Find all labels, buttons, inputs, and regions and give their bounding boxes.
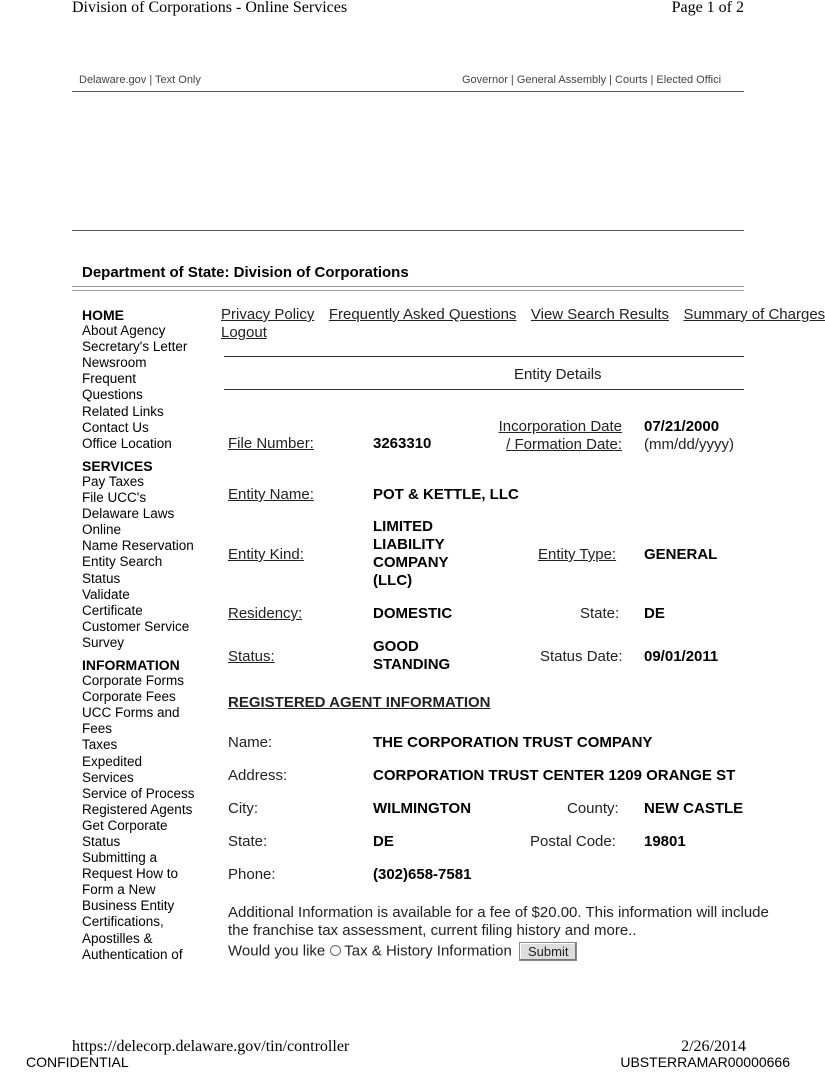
title-divider-2 bbox=[72, 290, 744, 291]
nav-view-search-results[interactable]: View Search Results bbox=[530, 306, 669, 323]
date-format-hint: (mm/dd/yyyy) bbox=[644, 436, 734, 453]
purchase-row bbox=[228, 942, 577, 961]
sidebar-section-information bbox=[82, 657, 217, 963]
sidebar-item[interactable]: Submitting a Request How to Form a New Business Entity bbox=[82, 850, 179, 914]
entity-divider-bottom bbox=[224, 389, 744, 390]
agent-address-value: CORPORATION TRUST CENTER 1209 ORANGE ST bbox=[373, 767, 736, 784]
print-header-title: Division of Corporations - Online Services bbox=[72, 0, 348, 16]
sidebar-item[interactable]: Corporate Forms bbox=[82, 673, 185, 689]
tax-history-radio[interactable] bbox=[330, 945, 341, 956]
agent-state-label: State: bbox=[228, 833, 268, 850]
status-value: GOOD STANDING bbox=[373, 638, 451, 673]
additional-info bbox=[228, 904, 769, 940]
sidebar-item[interactable]: UCC Forms and Fees bbox=[82, 705, 180, 737]
sidebar-item[interactable]: Delaware Laws Online bbox=[82, 506, 175, 538]
sidebar-item[interactable]: Registered Agents bbox=[82, 801, 193, 817]
status-date-label: Status Date: bbox=[540, 648, 623, 665]
agent-name-value: THE CORPORATION TRUST COMPANY bbox=[373, 734, 653, 751]
agent-phone-value: (302)658-7581 bbox=[373, 866, 472, 883]
submit-button[interactable]: Submit bbox=[519, 942, 577, 961]
nav-logout[interactable]: Logout bbox=[221, 324, 267, 341]
entity-details-title: Entity Details bbox=[514, 366, 602, 383]
entity-type-value: GENERAL bbox=[644, 546, 718, 563]
sidebar-item[interactable]: Pay Taxes bbox=[82, 473, 145, 489]
sidebar-item[interactable]: Frequent Questions bbox=[82, 371, 143, 403]
agent-postal-value: 19801 bbox=[644, 833, 686, 850]
sidebar-item[interactable]: Secretary's Letter bbox=[82, 339, 188, 355]
agent-city-label: City: bbox=[228, 800, 258, 817]
sidebar-item[interactable]: Contact Us bbox=[82, 419, 149, 435]
state-label: State: bbox=[580, 605, 620, 622]
sidebar-heading-home[interactable]: HOME bbox=[82, 307, 124, 323]
title-divider-1 bbox=[72, 286, 744, 287]
entity-name-label: Entity Name: bbox=[228, 486, 314, 503]
topbar-left-links[interactable]: Delaware.gov | Text Only bbox=[79, 74, 201, 86]
sidebar-item[interactable]: Get Corporate Status bbox=[82, 817, 168, 849]
entity-type-label: Entity Type: bbox=[538, 546, 617, 563]
sidebar-item[interactable]: Name Reservation bbox=[82, 538, 194, 554]
incorporation-date-label: Incorporation Date / Formation Date: bbox=[498, 418, 622, 453]
agent-phone-label: Phone: bbox=[228, 866, 276, 883]
sidebar-item[interactable]: Expedited Services bbox=[82, 753, 143, 785]
nav-faq[interactable]: Frequently Asked Questions bbox=[328, 306, 517, 323]
sidebar-item[interactable]: Related Links bbox=[82, 403, 164, 419]
agent-county-value: NEW CASTLE bbox=[644, 800, 744, 817]
purchase-question: Would you like bbox=[228, 942, 326, 960]
entity-kind-value: LIMITED LIABILITY COMPANY (LLC) bbox=[373, 518, 449, 589]
bates-number: UBSTERRAMAR00000666 bbox=[620, 1054, 790, 1070]
sidebar-heading-services: SERVICES bbox=[82, 457, 153, 474]
sidebar-heading-information: INFORMATION bbox=[82, 656, 180, 673]
sidebar-item[interactable]: Office Location bbox=[82, 435, 172, 451]
agent-county-label: County: bbox=[567, 800, 619, 817]
state-value: DE bbox=[644, 605, 665, 622]
nav-privacy-policy[interactable]: Privacy Policy bbox=[221, 306, 315, 323]
sidebar-item[interactable]: File UCC's bbox=[82, 490, 147, 506]
sidebar-item[interactable]: Taxes bbox=[82, 737, 118, 753]
sidebar-item[interactable]: Validate Certificate bbox=[82, 586, 143, 618]
print-footer-url: https://delecorp.delaware.gov/tin/controller bbox=[72, 1038, 350, 1055]
topbar-right-links[interactable]: Governor | General Assembly | Courts | Elected Offici bbox=[462, 74, 722, 86]
agent-name-label: Name: bbox=[228, 734, 273, 751]
entity-name-value: POT & KETTLE, LLC bbox=[373, 486, 519, 503]
sidebar-item[interactable]: Status bbox=[82, 570, 121, 586]
top-nav bbox=[221, 306, 825, 326]
topbar-divider bbox=[72, 91, 744, 92]
sidebar-item[interactable]: Service of Process bbox=[82, 785, 195, 801]
residency-value: DOMESTIC bbox=[373, 605, 453, 622]
registered-agent-heading: REGISTERED AGENT INFORMATION bbox=[228, 694, 491, 711]
sidebar-item[interactable]: Newsroom bbox=[82, 355, 147, 371]
additional-info-text: Additional Information is available for a fee of $20.00. This information will include the franchise tax assessment, current filing history and more.. bbox=[228, 904, 769, 939]
tax-history-option-label[interactable]: Tax & History Information bbox=[344, 942, 512, 960]
print-page-number: Page 1 of 2 bbox=[671, 0, 744, 16]
sidebar-item[interactable]: Entity Search bbox=[82, 554, 163, 570]
sidebar-item[interactable]: Certifications, Apostilles & Authentication of bbox=[82, 914, 183, 962]
sidebar-item[interactable]: Corporate Fees bbox=[82, 689, 176, 705]
page-title: Department of State: Division of Corporations bbox=[82, 264, 409, 281]
nav-summary-of-charges[interactable]: Summary of Charges bbox=[683, 306, 825, 323]
sidebar-section-services bbox=[82, 458, 217, 651]
header-divider bbox=[72, 230, 744, 231]
file-number-label: File Number: bbox=[228, 435, 314, 452]
incorporation-date-value: 07/21/2000 bbox=[644, 418, 720, 435]
residency-label: Residency: bbox=[228, 605, 303, 622]
agent-city-value: WILMINGTON bbox=[373, 800, 472, 817]
agent-postal-label: Postal Code: bbox=[530, 833, 616, 850]
status-label: Status: bbox=[228, 648, 275, 665]
sidebar-item[interactable]: About Agency bbox=[82, 323, 166, 339]
status-date-value: 09/01/2011 bbox=[644, 648, 719, 665]
confidential-stamp: CONFIDENTIAL bbox=[26, 1054, 129, 1070]
entity-kind-label: Entity Kind: bbox=[228, 546, 304, 563]
sidebar-item[interactable]: Customer Service Survey bbox=[82, 618, 190, 650]
sidebar-section-home bbox=[82, 307, 217, 452]
file-number-value: 3263310 bbox=[373, 435, 432, 452]
entity-divider-top bbox=[224, 356, 744, 357]
print-footer-date: 2/26/2014 bbox=[681, 1038, 746, 1055]
agent-state-value: DE bbox=[373, 833, 394, 850]
agent-address-label: Address: bbox=[228, 767, 288, 784]
sidebar bbox=[82, 307, 217, 969]
